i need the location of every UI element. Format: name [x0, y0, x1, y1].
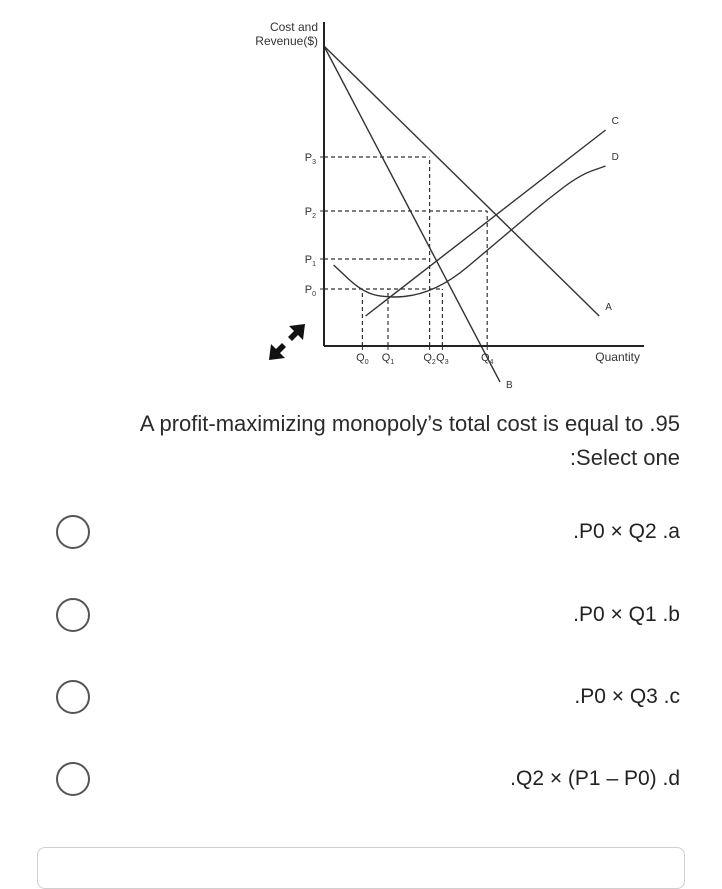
x-tick-label-q1: $Q_1$ — [381, 352, 395, 366]
y-axis-label-line-1: Cost and — [269, 20, 318, 34]
y-tick-label-p1: $P_1$ — [304, 254, 316, 268]
option-c-label: .P0 × Q3 .c — [574, 685, 680, 708]
x-tick-label-q0: $Q_0$ — [356, 352, 369, 366]
y-tick-label-p2: $P_2$ — [304, 206, 316, 220]
option-b[interactable] — [56, 595, 680, 635]
curve-a — [324, 46, 599, 316]
x-tick-label-q2: $Q_2$ — [423, 352, 436, 366]
x-tick-label-q3: $Q_3$ — [436, 352, 449, 366]
curve-label-a: A — [605, 302, 612, 313]
economics-chart — [0, 0, 722, 400]
select-instruction: :Select one — [569, 445, 680, 470]
radio-option-b[interactable] — [56, 598, 90, 632]
curve-d — [334, 166, 606, 297]
option-d[interactable] — [56, 759, 680, 799]
curve-label-d: D — [611, 152, 619, 163]
y-axis-label-line-2: Revenue($) — [255, 34, 318, 48]
expand-icon[interactable] — [263, 318, 311, 366]
y-tick-label-p3: $P_3$ — [304, 152, 316, 166]
x-axis-label: Quantity — [595, 350, 640, 364]
question-text: A profit-maximizing monopoly’s total cost is equal to .95 — [139, 411, 680, 436]
curve-label-c: C — [611, 116, 619, 127]
y-tick-label-p0: $P_0$ — [304, 284, 316, 298]
option-d-label: .Q2 × (P1 – P0) .d — [510, 767, 680, 790]
question-block — [20, 407, 680, 475]
radio-option-d[interactable] — [56, 762, 90, 796]
curve-label-b: B — [506, 380, 513, 391]
radio-option-c[interactable] — [56, 680, 90, 714]
x-tick-label-q4: $Q_4$ — [480, 352, 494, 366]
option-b-label: .P0 × Q1 .b — [573, 603, 680, 626]
option-c[interactable] — [56, 677, 680, 717]
option-a[interactable] — [56, 512, 680, 552]
curve-b — [324, 46, 500, 382]
curve-c — [366, 130, 606, 316]
answer-feedback-box — [37, 847, 685, 889]
option-a-label: .P0 × Q2 .a — [573, 520, 680, 543]
radio-option-a[interactable] — [56, 515, 90, 549]
